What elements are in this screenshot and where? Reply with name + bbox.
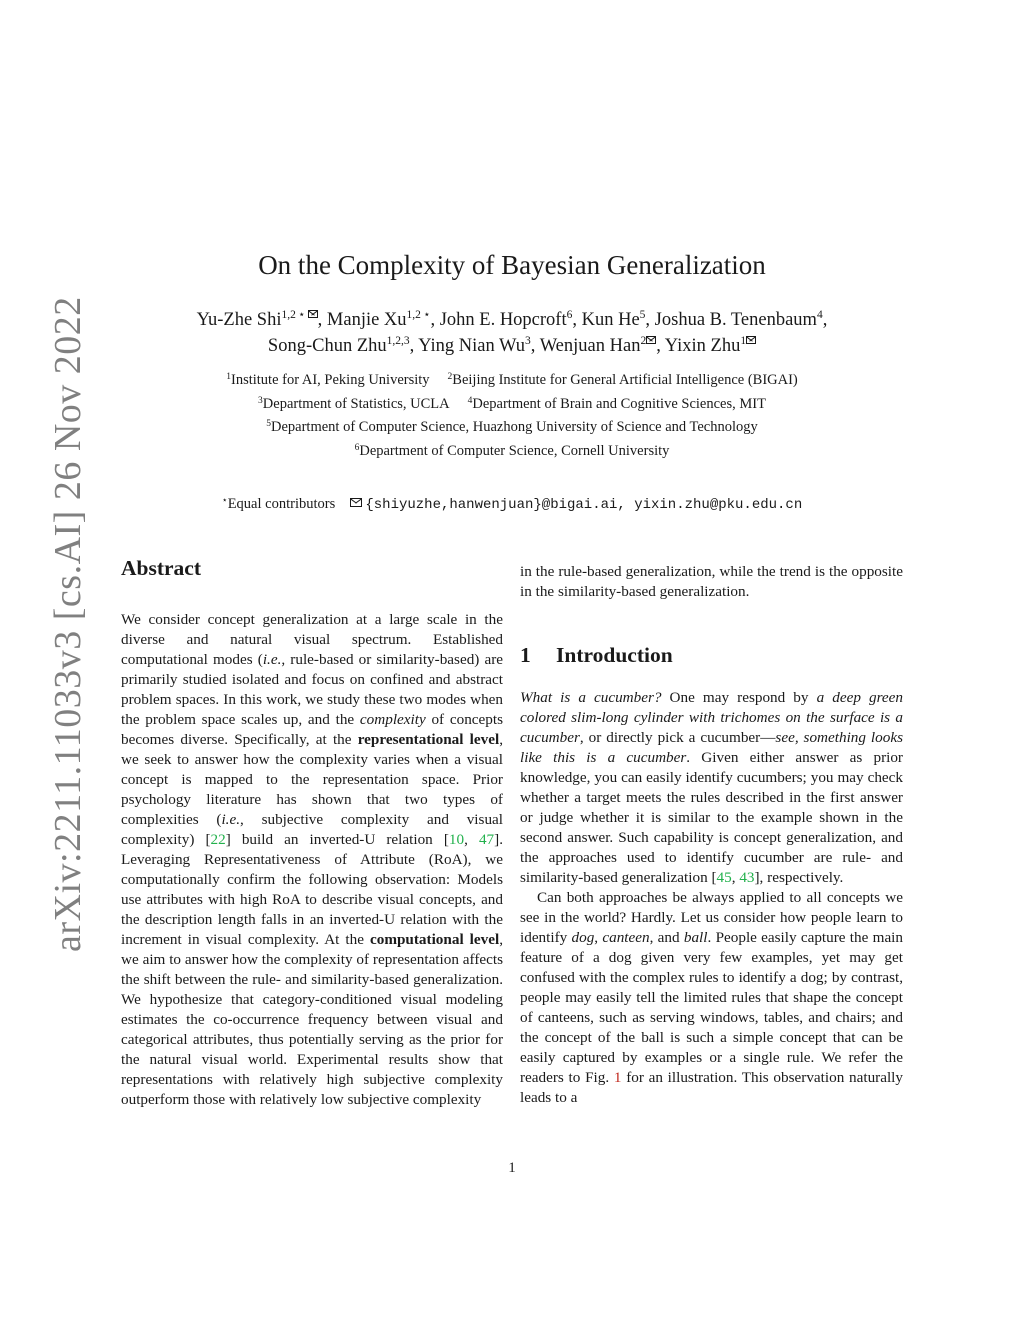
abstract-heading: Abstract [121, 556, 202, 580]
author-name: Yixin Zhu [664, 336, 741, 356]
figure-link[interactable]: 1 [613, 1069, 622, 1086]
author-name: John E. Hopcroft [439, 310, 567, 330]
mail-icon [350, 498, 362, 507]
citation-link[interactable]: 45 [716, 869, 732, 886]
contact-emails: {shiyuzhe,hanwenjuan}@bigai.ai, yixin.zhu@pku.edu.cn [365, 497, 803, 513]
author-name: Kun He [581, 310, 640, 330]
mail-icon [746, 336, 756, 344]
affiliation-line: $^1$Institute for AI, Peking University $^2$Beijing Institute for General Artificial Intelligence (BIGAI) [226, 372, 798, 388]
citation-link[interactable]: 10 [448, 831, 465, 848]
introduction-body [520, 688, 903, 1108]
author-list [0, 307, 1024, 359]
author-name: Yu-Zhe Shi [196, 310, 282, 330]
author-name: Wenjuan Han [539, 336, 641, 356]
abstract-continuation: in the rule-based generalization, while the trend is the opposite in the similarity-based generalization. [520, 563, 903, 600]
author-name: Ying Nian Wu [418, 336, 526, 356]
introduction-heading: 1 Introduction [520, 643, 673, 667]
abstract-body [121, 610, 503, 1110]
affiliations [0, 369, 1024, 463]
mail-icon [308, 310, 318, 318]
citation-link[interactable]: 43 [739, 869, 755, 886]
affiliation-line: $^6$Department of Computer Science, Cornell University [354, 442, 670, 459]
author-name: Manjie Xu [326, 310, 407, 330]
citation-link[interactable]: 22 [210, 831, 226, 848]
mail-icon [646, 336, 656, 344]
author-name: Joshua B. Tenenbaum [654, 310, 817, 330]
contributors-note: ⋆Equal contributors {shiyuzhe,hanwenjuan}@bigai.ai, yixin.zhu@pku.edu.cn [221, 496, 803, 513]
affiliation-line: $^3$Department of Statistics, UCLA $^4$Department of Brain and Cognitive Sciences, MIT [258, 395, 766, 412]
author-line-2: Song-Chun Zhu$^{1,2,3}$, Ying Nian Wu$^3$, Wenjuan Han$^2$ , Yixin Zhu$^1$ [0, 333, 1024, 359]
author-line-1: Yu-Zhe Shi$^{1,2 ⋆}$ , Manjie $Xu^{1,2 ⋆}$, John E. Hopcroft$^6$, Kun He$^5$, Joshua B. Tenenbaum$^4$, [196, 309, 828, 330]
page-number: 1 [508, 1160, 516, 1176]
citation-link[interactable]: 47 [478, 831, 495, 848]
paper-title: On the Complexity of Bayesian Generalization [258, 250, 766, 280]
affiliation-line: $^5$Department of Computer Science, Huazhong University of Science and Technology [266, 419, 758, 435]
intro-paragraph-1: What is a cucumber? One may respond by a deep green colored slim-long cylinder with trichomes on the surface is a cucumber, or directly pick a cucumber—see, something looks like this is a cucumber. Given either answer as prior knowledge, you can easily identify cucumbers; you may check whether a target meets the rules described in the first answer or judge whether it is similar to the example shown in the second answer. Such capability is concept generalization, and the approaches used to identify cucumber are rule- and similarity-based generalization [45, 43], respectively. [520, 689, 904, 886]
arxiv-identifier: arXiv:2211.11033v3 [cs.AI] 26 Nov 2022 [47, 296, 89, 952]
abstract-paragraph: We consider concept generalization at a large scale in the diverse and natural visual spectrum. Established computational modes (i.e., rule-based or similarity-based) are primarily studied isolated and focus on confined and abstract problem spaces. In this work, we study these two modes when the problem space scales up, and the complexity of concepts becomes diverse. Specifically, at the representational level, we seek to answer how the complexity varies when a visual concept is mapped to the representation space. Prior psychology literature has shown that two types of complexities (i.e., subjective complexity and visual complexity) [22] build an inverted-U relation [10, 47]. Leveraging Representativeness of Attribute (RoA), we computationally confirm the following observation: Models use attributes with high RoA to describe visual concepts, and the description length falls in an inverted-U relation with the increment in visual complexity. At the computational level, we aim to answer how the complexity of representation affects the shift between the rule- and similarity-based generalization. We hypothesize that category-conditioned visual modeling estimates the co-occurrence frequency between visual and categorical attributes, thus potentially serving as the prior for the natural visual world. Experimental results show that representations with relatively high subjective complexity outperform those with relatively low subjective complexity [121, 611, 503, 1108]
equal-contrib-label: Equal contributors [227, 496, 336, 512]
author-name: Song-Chun Zhu [267, 336, 387, 356]
intro-paragraph-2: Can both approaches be always applied to all concepts we see in the world? Hardly. Let us consider how people learn to identify dog, canteen, and ball. People easily capture the main feature of a dog given very few examples, yet may get confused with the complex rules to identify a dog; by contrast, people may easily tell the limited rules that shape the concept of canteens, such as serving windows, tables, and chairs; and the concept of the ball is such a simple concept that can be easily captured by examples or a single rule. We refer the readers to Fig. 1 for an illustration. This observation naturally leads to a [520, 889, 903, 1106]
